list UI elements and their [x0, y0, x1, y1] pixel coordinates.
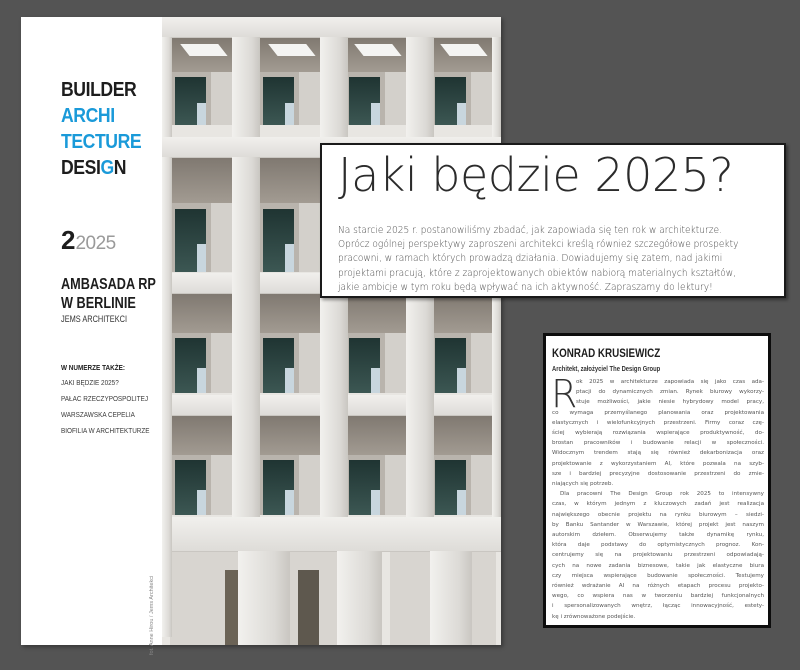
- facade-bay: [170, 157, 236, 272]
- toc-item: BIOFILIA W ARCHITEKTURZE: [61, 426, 150, 435]
- table-of-contents: [61, 363, 150, 442]
- facade-bay: [344, 415, 410, 515]
- cover-text-panel: [21, 17, 162, 655]
- issue-number: 22025: [61, 225, 116, 255]
- facade-pier: [430, 551, 472, 645]
- article-body: ok 2025 w architekturze zapowiada się jako czas ada- ptacji do dynamicznych zmian. Rynek biurowy wykorzy- stuje możliwości, jakie niesie hybrydowy model pracy, co wymaga przemyślanego planowania oraz projektowania elastycznych i wielofunkcyjnych przestrzeni. Firmy coraz czę- ściej wybierają rozwiązania wspierające produktywność, do- brostan pracowników i budowanie relacji w społeczności. Widocznym trendem stają się również dekarbonizacja oraz projektowanie z wykorzystaniem AI, które pozwala na szyb- sze i bardziej precyzyjne dostosowanie przestrzeni do zmie- niających się potrzeb. Dla pracowni The Design Group rok 2025 to intensywny czas, w którym jednym z kluczowych zadań jest realizacja największego obecnie projektu na rynku biurowym – siedzi- by Banku Santander w Warszawie, której projekt jest naszym autorskim dziełem. Obserwujemy także dynamikę rynku, która daje podstawy do optymistycznych prognoz. Kon- centrujemy się na projektowaniu przestrzeni odpowiadają- cych na nowe zadania biznesowe, takie jak elastyczne biura czy miejsca wspierające budowanie społeczności. Testujemy również wdrażanie AI na różnych etapach procesu projekto- wego, co wspiera nas w tworzeniu bardziej funkcjonalnych i spersonalizowanych wnętrz, łącząc innowacyjność, estety- kę i zrównoważone podejście.: [552, 379, 764, 620]
- callout-title: Jaki będzie 2025?: [338, 148, 734, 202]
- facade-bay: [170, 37, 236, 125]
- facade-bay: [430, 293, 496, 393]
- facade-slab: [162, 517, 501, 552]
- facade-pier: [232, 37, 260, 137]
- facade-pier: [320, 37, 348, 137]
- facade-pier: [492, 37, 501, 137]
- facade-bay: [430, 37, 496, 125]
- facade-pier: [238, 551, 290, 645]
- facade-pier: [232, 157, 260, 517]
- cover-feature-subtitle: JEMS ARCHITEKCI: [61, 314, 128, 324]
- callout-body: Na starcie 2025 r. postanowiliśmy zbadać, jak zapowiada się ten rok w architekturze. Oprócz ogólnej perspektywy zaproszeni architekci kreślą również szczegółowe prospekty pracowni, w ramach których prowadzą działania. Dowiadujemy się zatem, nad jakimi projektami pracują, które z zaprojektowanych obiektów nabiorą materialnych kształtów, jakie ambicje w tym roku będą wpływać na ich aktywność. Zapraszamy do lektury!: [338, 225, 739, 293]
- masthead-line-archi: ARCHI: [61, 104, 115, 127]
- cover-feature-title: AMBASADA RP W BERLINIE: [61, 276, 156, 312]
- facade-bay: [170, 415, 236, 515]
- drop-cap: R: [551, 372, 578, 416]
- masthead-line-builder: BUILDER: [61, 78, 137, 101]
- facade-pier: [162, 157, 172, 637]
- facade-bay: [344, 293, 410, 393]
- feature-callout: [320, 143, 786, 298]
- toc-item: PAŁAC RZECZYPOSPOLITEJ: [61, 394, 149, 403]
- facade-bay: [170, 293, 236, 393]
- masthead-line-design: DESIGN: [61, 156, 127, 179]
- cover-photo-building-facade: [162, 17, 501, 645]
- facade-pier: [406, 37, 434, 137]
- facade-bay: [258, 293, 324, 393]
- article-excerpt: [543, 333, 771, 628]
- facade-slab: [162, 17, 501, 38]
- photo-credit: fot. Anne Hirou / Jems Architekci: [149, 575, 155, 655]
- masthead-line-tecture: TECTURE: [61, 130, 142, 153]
- facade-pier: [162, 37, 172, 137]
- facade-bay: [258, 415, 324, 515]
- magazine-cover: [21, 17, 501, 655]
- toc-item: JAKI BĘDZIE 2025?: [61, 378, 119, 387]
- facade-bay: [258, 37, 324, 125]
- facade-bay: [344, 37, 410, 125]
- article-author-role: Architekt, założyciel The Design Group: [552, 364, 661, 373]
- article-author: KONRAD KRUSIEWICZ: [552, 346, 661, 360]
- facade-bay: [430, 415, 496, 515]
- facade-bay: [258, 157, 324, 272]
- toc-heading: W NUMERZE TAKŻE:: [61, 363, 125, 372]
- masthead-logo: [61, 77, 141, 181]
- facade-pier: [337, 551, 382, 645]
- toc-item: WARSZAWSKA CEPELIA: [61, 410, 135, 419]
